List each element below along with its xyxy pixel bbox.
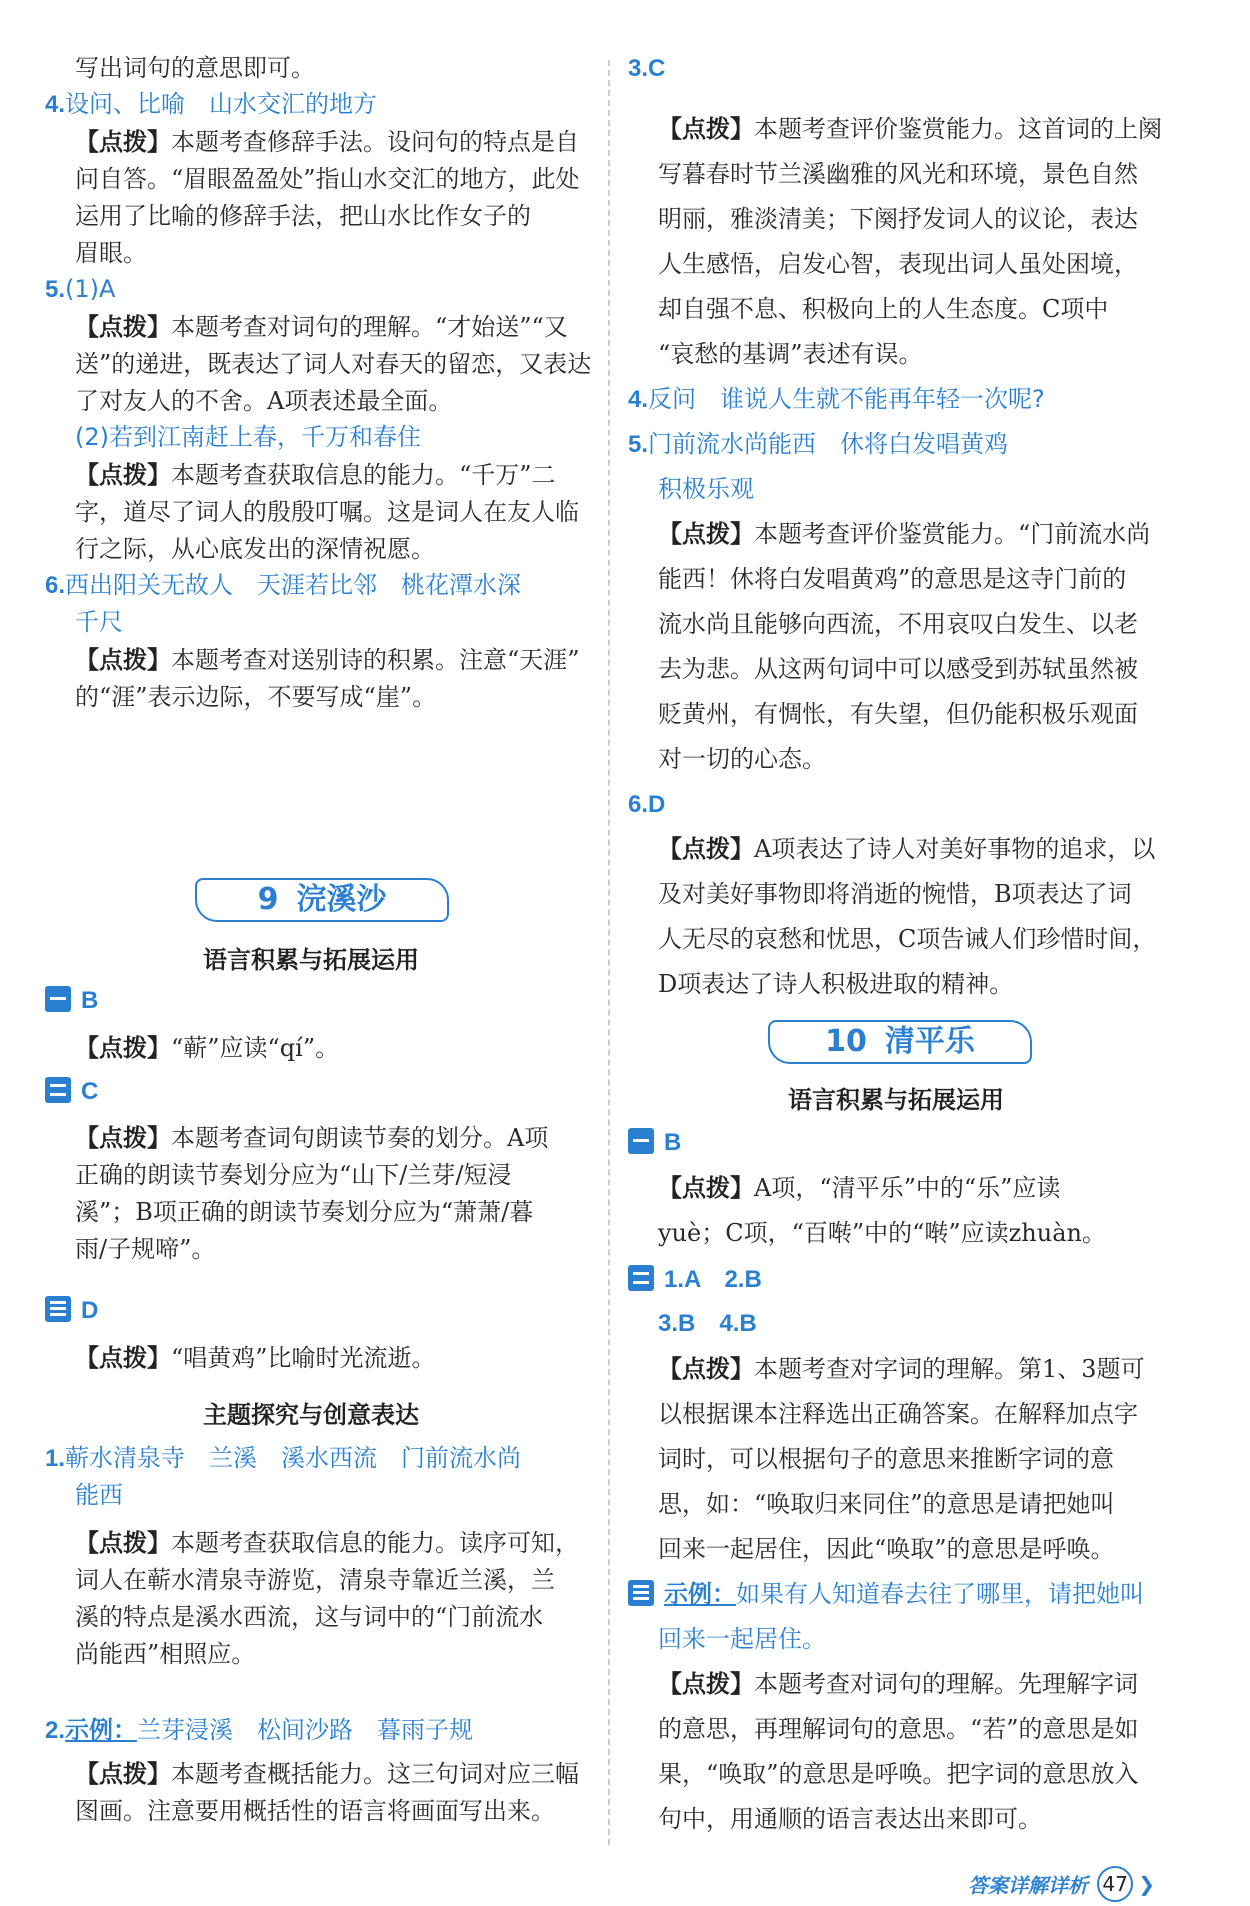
hint-line: 【点拨】本题考查词句朗读节奏的划分。A项 [75,1124,549,1152]
text-line: 的“涯”表示边际，不要写成“崖”。 [75,683,437,711]
hint-line: 【点拨】本题考查修辞手法。设问句的特点是自 [75,128,579,156]
section-three-icon [628,1580,654,1606]
part-3-answer: 示例：如果有人知道春去往了哪里，请把她叫 [628,1576,1144,1612]
text-line: 了对友人的不舍。A项表述最全面。 [75,387,453,415]
text-line: 尚能西”相照应。 [75,1640,256,1668]
text-line: 词时，可以根据句子的意思来推断字词的意 [658,1445,1114,1473]
section-two-icon [45,1077,71,1103]
text-line: “哀愁的基调”表述有误。 [658,340,923,368]
page-number: 47 [1097,1866,1133,1902]
hint-line: 【点拨】A项表达了诗人对美好事物的追求，以 [658,835,1156,863]
text-line: 写出词句的意思即可。 [75,54,315,82]
text-line: 人无尽的哀愁和忧思，C项告诫人们珍惜时间， [658,925,1157,953]
part-3-answer-cont: 回来一起居住。 [658,1625,826,1653]
section-three-icon [45,1296,71,1322]
text-line: 思，如：“唤取归来同住”的意思是请把她叫 [658,1490,1115,1518]
text-line: 写暮春时节兰溪幽雅的风光和环境，景色自然 [658,160,1138,188]
text-line: 正确的朗读节奏划分应为“山下/兰芽/短浸 [75,1161,512,1189]
hint-line: 【点拨】本题考查对字词的理解。第1、3题可 [658,1355,1145,1383]
text-line: 眉眼。 [75,239,147,267]
part-1-answer: B [45,982,98,1019]
text-line: D项表达了诗人积极进取的精神。 [658,970,1014,998]
lesson-title-9: 9 浣溪沙 [195,878,449,922]
part-1-answer: B [628,1124,681,1161]
answer-4: 4.反问 谁说人生就不能再年轻一次呢? [628,385,1045,413]
part-3-answer: D [45,1292,98,1329]
hint-line: 【点拨】本题考查获取信息的能力。“千万”二 [75,461,556,489]
hint-line: 【点拨】本题考查对词句的理解。先理解字词 [658,1670,1138,1698]
hint-line: 【点拨】本题考查概括能力。这三句词对应三幅 [75,1760,579,1788]
answer-6: 6.西出阳关无故人 天涯若比邻 桃花潭水深 [45,571,522,599]
text-line: 回来一起居住，因此“唤取”的意思是呼唤。 [658,1535,1115,1563]
footer-label: 答案详解详析 [968,1873,1088,1898]
text-line: 能西！休将白发唱黄鸡”的意思是这寺门前的 [658,565,1127,593]
text-line: 词人在蕲水清泉寺游览，清泉寺靠近兰溪，兰 [75,1566,555,1594]
answer-5: 5.(1)A [45,275,116,303]
hint-line: 【点拨】“唱黄鸡”比喻时光流逝。 [75,1344,436,1372]
text-line: 以根据课本注释选出正确答案。在解释加点字 [658,1400,1138,1428]
text-line: yuè；C项，“百啭”中的“啭”应读zhuàn。 [658,1219,1106,1247]
section-two-icon [628,1265,654,1291]
text-line: 流水尚且能够向西流，不用哀叹白发生、以老 [658,610,1138,638]
text-line: 及对美好事物即将消逝的惋惜，B项表达了词 [658,880,1132,908]
text-line: 明丽，雅淡清美；下阕抒发词人的议论，表达 [658,205,1138,233]
answer-1-cont: 能西 [75,1481,123,1509]
text-line: 字，道尽了词人的殷殷叮嘱。这是词人在友人临 [75,498,579,526]
text-line: 行之际，从心底发出的深情祝愿。 [75,535,435,563]
answer-5-cont: 积极乐观 [658,475,754,503]
hint-line: 【点拨】A项，“清平乐”中的“乐”应读 [658,1174,1061,1202]
answer-6-cont: 千尺 [75,608,123,636]
chevron-right-icon: ❯ [1138,1872,1155,1896]
answer-5-2: (2)若到江南赶上春，千万和春住 [75,423,421,451]
answer-4: 4.设问、比喻 山水交汇的地方 [45,90,378,118]
text-line: 的意思，再理解词句的意思。“若”的意思是如 [658,1715,1139,1743]
section-heading: 语言积累与拓展运用 [203,946,419,974]
text-line: 句中，用通顺的语言表达出来即可。 [658,1805,1042,1833]
hint-line: 【点拨】本题考查评价鉴赏能力。这首词的上阕 [658,115,1162,143]
answer-3: 3.C [628,55,666,82]
text-line: 送”的递进，既表达了词人对春天的留恋，又表达 [75,350,592,378]
hint-line: 【点拨】本题考查对词句的理解。“才始送”“又 [75,313,568,341]
hint-line: 【点拨】本题考查对送别诗的积累。注意“天涯” [75,646,580,674]
column-divider [608,60,610,1845]
hint-line: 【点拨】本题考查获取信息的能力。读序可知， [75,1529,579,1557]
section-one-icon [628,1128,654,1154]
hint-line: 【点拨】本题考查评价鉴赏能力。“门前流水尚 [658,520,1151,548]
section-heading: 主题探究与创意表达 [203,1401,419,1429]
text-line: 人生感悟，启发心智，表现出词人虽处困境， [658,250,1138,278]
answer-1: 1.蕲水清泉寺 兰溪 溪水西流 门前流水尚 [45,1444,522,1472]
text-line: 果，“唤取”的意思是呼唤。把字词的意思放入 [658,1760,1139,1788]
part-2-answer: C [45,1073,98,1110]
text-line: 却自强不息、积极向上的人生态度。C项中 [658,295,1109,323]
text-line: 贬黄州，有惆怅，有失望，但仍能积极乐观面 [658,700,1138,728]
section-one-icon [45,986,71,1012]
part-2-answer-cont: 3.B 4.B [658,1310,757,1337]
section-heading: 语言积累与拓展运用 [788,1086,1004,1114]
text-line: 运用了比喻的修辞手法，把山水比作女子的 [75,202,531,230]
text-line: 溪的特点是溪水西流，这与词中的“门前流水 [75,1603,544,1631]
text-line: 图画。注意要用概括性的语言将画面写出来。 [75,1797,555,1825]
text-line: 去为悲。从这两句词中可以感受到苏轼虽然被 [658,655,1138,683]
part-2-answer: 1.A 2.B [628,1261,762,1298]
answer-6: 6.D [628,791,666,818]
page-footer [968,1866,1155,1906]
text-line: 问自答。“眉眼盈盈处”指山水交汇的地方，此处 [75,165,580,193]
text-line: 雨/子规啼”。 [75,1235,216,1263]
text-line: 溪”；B项正确的朗读节奏划分应为“萧萧/暮 [75,1198,534,1226]
answer-2: 2.示例：兰芽浸溪 松间沙路 暮雨子规 [45,1716,474,1744]
lesson-title-10: 10 清平乐 [768,1020,1032,1064]
text-line: 对一切的心态。 [658,745,826,773]
answer-5: 5.门前流水尚能西 休将白发唱黄鸡 [628,430,1009,458]
hint-line: 【点拨】“蕲”应读“qí”。 [75,1034,340,1062]
